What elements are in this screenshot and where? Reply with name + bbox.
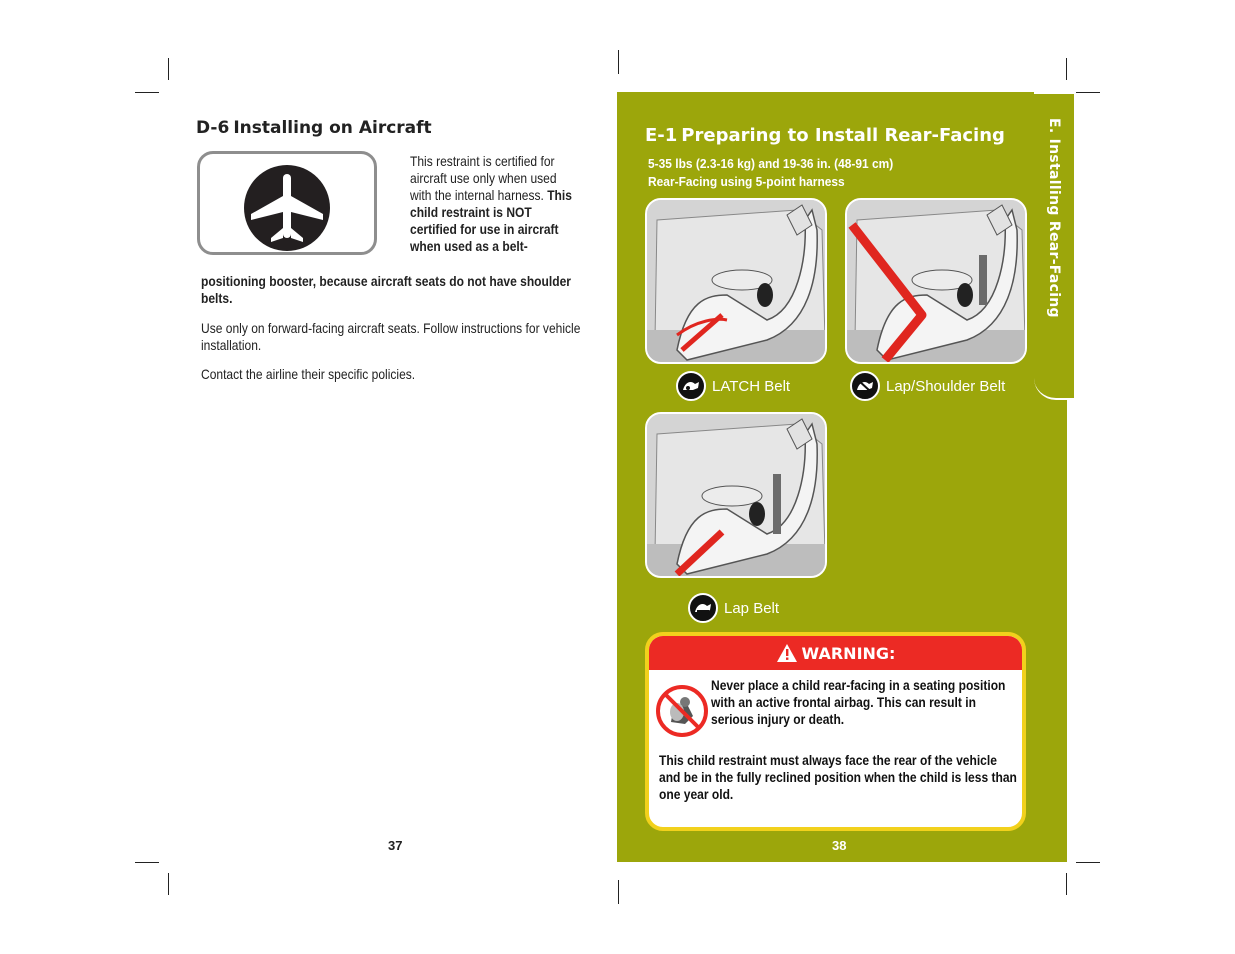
lap-shoulder-belt-caption bbox=[850, 370, 1005, 402]
crop-mark bbox=[1066, 58, 1067, 80]
warning-box bbox=[645, 632, 1026, 831]
crop-mark bbox=[1076, 92, 1100, 93]
latch-icon bbox=[676, 371, 706, 401]
page-number-right: 38 bbox=[832, 838, 847, 853]
car-seat-drawing bbox=[647, 200, 827, 364]
latch-belt-illustration bbox=[645, 198, 827, 364]
section-title-e1 bbox=[645, 125, 1005, 146]
lap-belt-icon bbox=[688, 593, 718, 623]
aircraft-icon-box bbox=[197, 151, 377, 255]
section-tab-label: E. Installing Rear-Facing bbox=[1046, 118, 1062, 318]
intro-bold-continued: positioning booster, because aircraft seats do not have shoulder belts. bbox=[201, 273, 571, 306]
caption-label: Lap Belt bbox=[724, 599, 780, 617]
crop-mark bbox=[1076, 862, 1100, 863]
crop-mark bbox=[135, 92, 159, 93]
intro-text: This restraint is certified for aircraft use only when used with the internal harness. bbox=[410, 153, 557, 203]
aircraft-intro-text bbox=[410, 153, 580, 255]
lap-belt-illustration bbox=[645, 412, 827, 578]
latch-belt-caption bbox=[676, 370, 790, 402]
intro-bold-text: This child restraint is NOT certified for use in aircraft when used as a belt- bbox=[410, 187, 572, 254]
warning-text-recline: This child restraint must always face the rear of the vehicle and be in the fully reclined position when the child is less than one year old. bbox=[659, 752, 1017, 802]
aircraft-paragraph-3: Contact the airline their specific policies. bbox=[201, 366, 416, 382]
caption-label: Lap/Shoulder Belt bbox=[886, 377, 1006, 395]
lap-belt-caption bbox=[688, 592, 779, 624]
section-title-text: Installing on Aircraft bbox=[233, 118, 432, 138]
lap-shoulder-belt-illustration bbox=[845, 198, 1027, 364]
crop-mark bbox=[1066, 873, 1067, 895]
airplane-icon bbox=[243, 164, 331, 252]
warning-triangle-icon bbox=[776, 643, 798, 663]
section-code: D-6 bbox=[196, 118, 230, 138]
section-title-d6 bbox=[196, 118, 432, 138]
crop-mark bbox=[135, 862, 159, 863]
warning-title: WARNING: bbox=[801, 643, 896, 663]
crop-mark bbox=[618, 880, 619, 904]
aircraft-paragraph-2: Use only on forward-facing aircraft seats. Follow instructions for vehicle installation. bbox=[201, 320, 581, 353]
harness-subtitle: Rear-Facing using 5-point harness bbox=[648, 174, 845, 189]
page-number-left: 37 bbox=[388, 838, 403, 853]
section-code: E-1 bbox=[645, 125, 678, 146]
crop-mark bbox=[168, 873, 169, 895]
car-seat-drawing bbox=[847, 200, 1027, 364]
crop-mark bbox=[618, 50, 619, 74]
car-seat-drawing bbox=[647, 414, 827, 578]
caption-label: LATCH Belt bbox=[712, 377, 791, 395]
section-title-text: Preparing to Install Rear-Facing bbox=[681, 125, 1005, 146]
crop-mark bbox=[168, 58, 169, 80]
warning-text-airbag: Never place a child rear-facing in a seating position with an active frontal airbag. This can result in serious injury or death. bbox=[711, 677, 1006, 727]
no-airbag-icon bbox=[655, 684, 709, 738]
weight-height-range: 5-35 lbs (2.3-16 kg) and 19-36 in. (48-91 cm) bbox=[648, 156, 894, 171]
lap-shoulder-belt-icon bbox=[850, 371, 880, 401]
warning-header bbox=[649, 636, 1022, 670]
